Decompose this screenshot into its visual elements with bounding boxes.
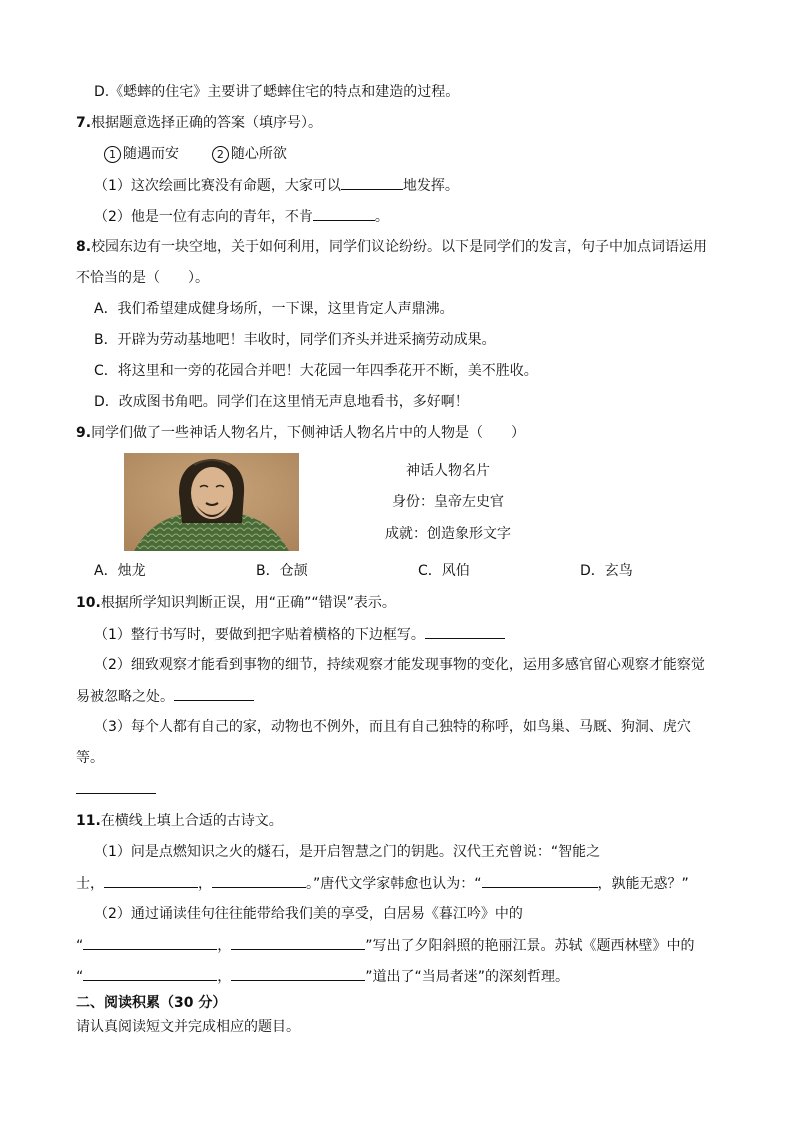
- q8-number: 8.: [76, 239, 92, 255]
- q9-option-b: B．仓颉: [256, 563, 308, 579]
- q8-option-a: A．我们希望建成健身场所，一下课，这里肯定人声鼎沸。: [94, 301, 454, 317]
- q9-stem: 9.同学们做了一些神话人物名片，下侧神话人物名片中的人物是（ ）: [76, 425, 526, 441]
- q8-option-b: B．开辟为劳动基地吧！丰收时，同学们齐头并进采摘劳动成果。: [94, 332, 496, 348]
- section-2-instruction: 请认真阅读短文并完成相应的题目。: [76, 1019, 300, 1035]
- q11-sentence-2a: （2）通过诵读佳句往往能带给我们美的享受，白居易《暮江吟》中的: [94, 906, 523, 922]
- q10-blank-3-line: [76, 779, 156, 800]
- q10-number: 10.: [76, 595, 101, 611]
- q7-option-1: 随遇而安: [123, 146, 179, 162]
- card-achievement: 成就：创造象形文字: [385, 526, 511, 542]
- q8-stem-1: 8.校园东边有一块空地，关于如何利用，同学们议论纷纷。以下是同学们的发言，句子中加点词语运用: [76, 239, 708, 255]
- q11-sentence-1a: （1）问是点燃知识之火的燧石，是开启智慧之门的钥匙。汉代王充曾说：“智能之: [94, 844, 601, 860]
- q10-statement-3a: （3）每个人都有自己的家，动物也不例外，而且有自己独特的称呼，如鸟巢、马厩、狗洞、虎穴: [94, 719, 691, 735]
- q7-blank-1[interactable]: [341, 175, 403, 190]
- q10-statement-3b: 等。: [76, 750, 104, 766]
- q9-number: 9.: [76, 425, 92, 441]
- q7-stem: 7.根据题意选择正确的答案（填序号）。: [76, 115, 323, 131]
- q11-blank-4[interactable]: [83, 935, 217, 950]
- q11-sentence-2c: “ ， ”道出了“当局者迷”的深刻哲理。: [76, 966, 569, 987]
- q7-option-2: 随心所欲: [230, 146, 287, 162]
- q10-blank-2[interactable]: [174, 686, 254, 701]
- q7-options: [104, 144, 287, 164]
- q11-blank-7[interactable]: [231, 966, 365, 981]
- q7-sentence-2: （2）他是一位有志向的青年，不肯 。: [94, 206, 389, 227]
- q9-option-a: A．烛龙: [94, 563, 146, 579]
- q7-blank-2[interactable]: [313, 206, 375, 221]
- q10-statement-1: （1）整行书写时，要做到把字贴着横格的下边框写。: [94, 624, 505, 645]
- q10-blank-1[interactable]: [425, 624, 505, 639]
- q11-sentence-1b: 士， ， 。”唐代文学家韩愈也认为：“ ，孰能无惑？”: [76, 873, 689, 894]
- q11-blank-3[interactable]: [482, 873, 598, 888]
- q6-option-d: D.《蟋蟀的住宅》主要讲了蟋蟀住宅的特点和建造的过程。: [94, 84, 460, 100]
- cangjie-portrait-image: [124, 453, 299, 551]
- card-title: 神话人物名片: [406, 463, 490, 479]
- q11-blank-5[interactable]: [231, 935, 365, 950]
- q10-statement-2a: （2）细致观察才能看到事物的细节，持续观察才能发现事物的变化，运用多感官留心观察才能察觉: [94, 657, 705, 673]
- circle-2-icon: 2: [212, 146, 229, 163]
- circle-1-icon: 1: [104, 146, 121, 163]
- q11-blank-6[interactable]: [83, 966, 217, 981]
- q10-statement-2b: 易被忽略之处。: [76, 686, 254, 707]
- q9-option-d: D．玄鸟: [580, 563, 633, 579]
- q10-blank-3[interactable]: [76, 779, 156, 794]
- q8-option-d: D．改成图书角吧。同学们在这里悄无声息地看书，多好啊！: [94, 394, 469, 410]
- q11-sentence-2b: “ ， ”写出了夕阳斜照的艳丽江景。苏轼《题西林壁》中的: [76, 935, 695, 956]
- q8-option-c: C．将这里和一旁的花园合并吧！大花园一年四季花开不断，美不胜收。: [94, 363, 538, 379]
- q11-blank-1[interactable]: [104, 873, 198, 888]
- q8-stem-2: 不恰当的是（ ）。: [76, 270, 209, 286]
- card-identity: 身份：皇帝左史官: [392, 494, 504, 510]
- q11-stem: 11.在横线上填上合适的古诗文。: [76, 813, 283, 829]
- q7-sentence-1: （1）这次绘画比赛没有命题，大家可以 地发挥。: [94, 175, 459, 196]
- q9-option-c: C．风伯: [418, 563, 470, 579]
- q7-number: 7.: [76, 115, 92, 131]
- q10-stem: 10.根据所学知识判断正误，用“正确”“错误”表示。: [76, 595, 396, 611]
- section-2-title: 二、阅读积累（30 分）: [76, 995, 227, 1011]
- q11-blank-2[interactable]: [212, 873, 306, 888]
- q11-number: 11.: [76, 813, 101, 829]
